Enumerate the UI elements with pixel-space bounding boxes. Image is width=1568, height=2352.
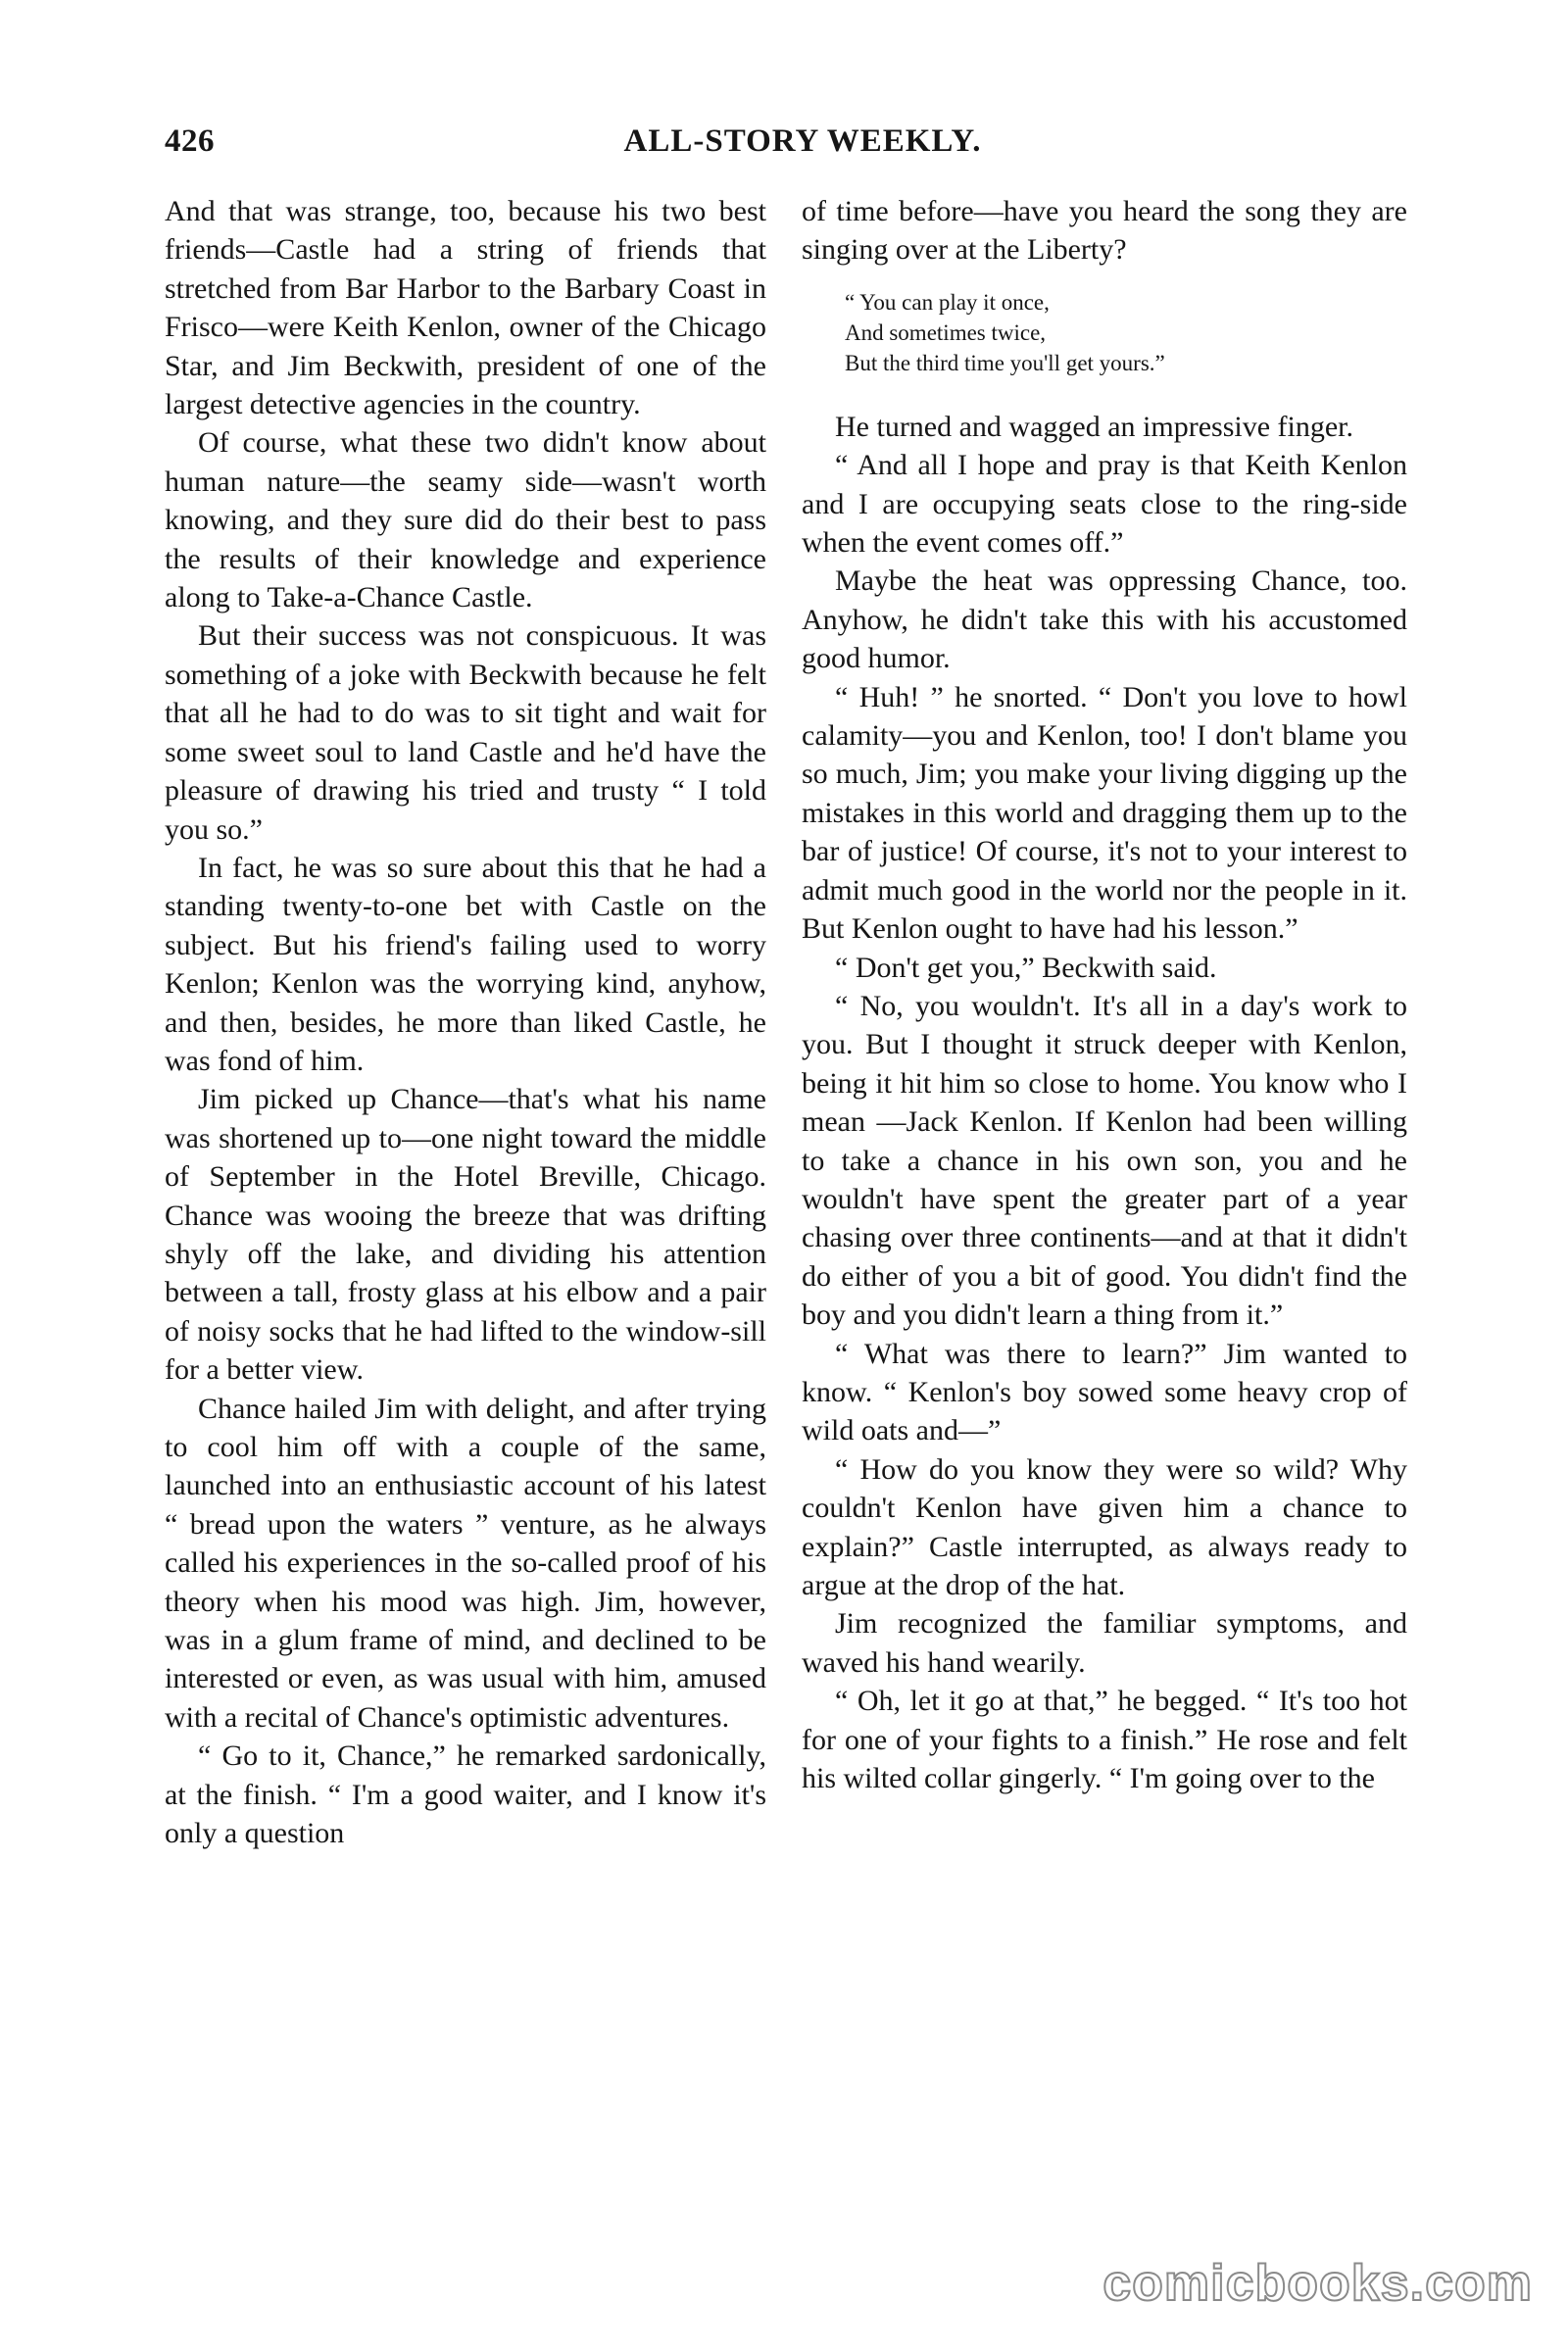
paragraph: Maybe the heat was oppressing Chance, too. Anyhow, he didn't take this with his accustomed good humor. xyxy=(802,564,1407,675)
paragraph: “ Huh! ” he snorted. “ Don't you love to howl calamity—you and Kenlon, too! I don't blame you so much, Jim; you make your living digging up the mistakes in this world and dragging them up to the bar of justice! Of course, it's not to your interest to admit much good in the world nor the people in it. But Kenlon ought to have had his lesson.” xyxy=(802,680,1407,946)
paragraph: “ How do you know they were so wild? Why couldn't Kenlon have given him a chance to explain?” Castle interrupted, as always ready to argue at the drop of the hat. xyxy=(802,1452,1407,1601)
paragraph: Jim picked up Chance—that's what his name was shortened up to—one night toward the middle of September in the Hotel Breville, Chicago. Chance was wooing the breeze that was drifting shyly off the lake, and dividing his attention between a tall, frosty glass at his elbow and a pair of noisy socks that he had lifted to the window-sill for a better view. xyxy=(165,1083,766,1387)
paragraph: “ Oh, let it go at that,” he begged. “ It's too hot for one of your fights to a finish.” He rose and felt his wilted collar gingerly. “ I'm going over to the xyxy=(802,1685,1407,1795)
paragraph: He turned and wagged an impressive finger. xyxy=(835,410,1353,443)
page-number: 426 xyxy=(165,123,215,159)
paragraph: “ Don't get you,” Beckwith said. xyxy=(835,951,1217,984)
page-header xyxy=(165,123,1411,172)
paragraph: But their success was not conspicuous. It was something of a joke with Beckwith because he felt that all he had to do was to sit tight and wait for some sweet soul to land Castle and he'd have the pleasure of drawing his tried and trusty “ I told you so.” xyxy=(165,619,766,846)
verse-line: “ You can play it once, xyxy=(845,289,1050,315)
paragraph: Jim recognized the familiar symptoms, and waved his hand wearily. xyxy=(802,1607,1407,1679)
verse-line: And sometimes twice, xyxy=(845,319,1047,345)
verse-line: But the third time you'll get yours.” xyxy=(845,350,1165,375)
paragraph: “ And all I hope and pray is that Keith Kenlon and I are occupying seats close to the ring-side when the event comes off.” xyxy=(802,449,1407,560)
paragraph: “ Go to it, Chance,” he remarked sardonically, at the finish. “ I'm a good waiter, and I know it's only a question xyxy=(165,1740,766,1850)
paragraph: And that was strange, too, because his two best friends—Castle had a string of friends that stretched from Bar Harbor to the Barbary Coast in Frisco—were Keith Kenlon, owner of the Chicago Star, and Jim Beckwith, president of one of the largest detective agencies in the country. xyxy=(165,195,766,421)
running-title: ALL-STORY WEEKLY. xyxy=(623,123,982,159)
paragraph: “ No, you wouldn't. It's all in a day's work to you. But I thought it struck deeper with Kenlon, being it hit him so close to home. You know who I mean —Jack Kenlon. If Kenlon had been willing to take a chance in his own son, you and he wouldn't have spent the greater part of a year chasing over three continents—and at that it didn't do either of you a bit of good. You didn't find the boy and you didn't learn a thing from it.” xyxy=(802,989,1407,1332)
paragraph: Chance hailed Jim with delight, and after trying to cool him off with a couple of the same, launched into an enthusiastic account of his latest “ bread upon the waters ” venture, as he always called his experiences in the so-called proof of his theory when his mood was high. Jim, however, was in a glum frame of mind, and declined to be interested or even, as was usual with him, amused with a recital of Chance's optimistic adventures. xyxy=(165,1392,766,1734)
watermark: comicbooks.com xyxy=(1102,2255,1533,2312)
song-verse xyxy=(845,287,1407,378)
left-column xyxy=(165,192,766,1852)
paragraph: of time before—have you heard the song they are singing over at the Liberty? xyxy=(802,195,1407,267)
right-column xyxy=(802,192,1407,1797)
paragraph: Of course, what these two didn't know about human nature—the seamy side—wasn't worth knowing, and they sure did do their best to pass the results of their knowledge and experience along to Take-a-Chance Castle. xyxy=(165,426,766,614)
paragraph: In fact, he was so sure about this that he had a standing twenty-to-one bet with Castle on the subject. But his friend's failing used to worry Kenlon; Kenlon was the worrying kind, anyhow, and then, besides, he more than liked Castle, he was fond of him. xyxy=(165,851,766,1077)
paragraph: “ What was there to learn?” Jim wanted to know. “ Kenlon's boy sowed some heavy crop of wild oats and—” xyxy=(802,1337,1407,1447)
